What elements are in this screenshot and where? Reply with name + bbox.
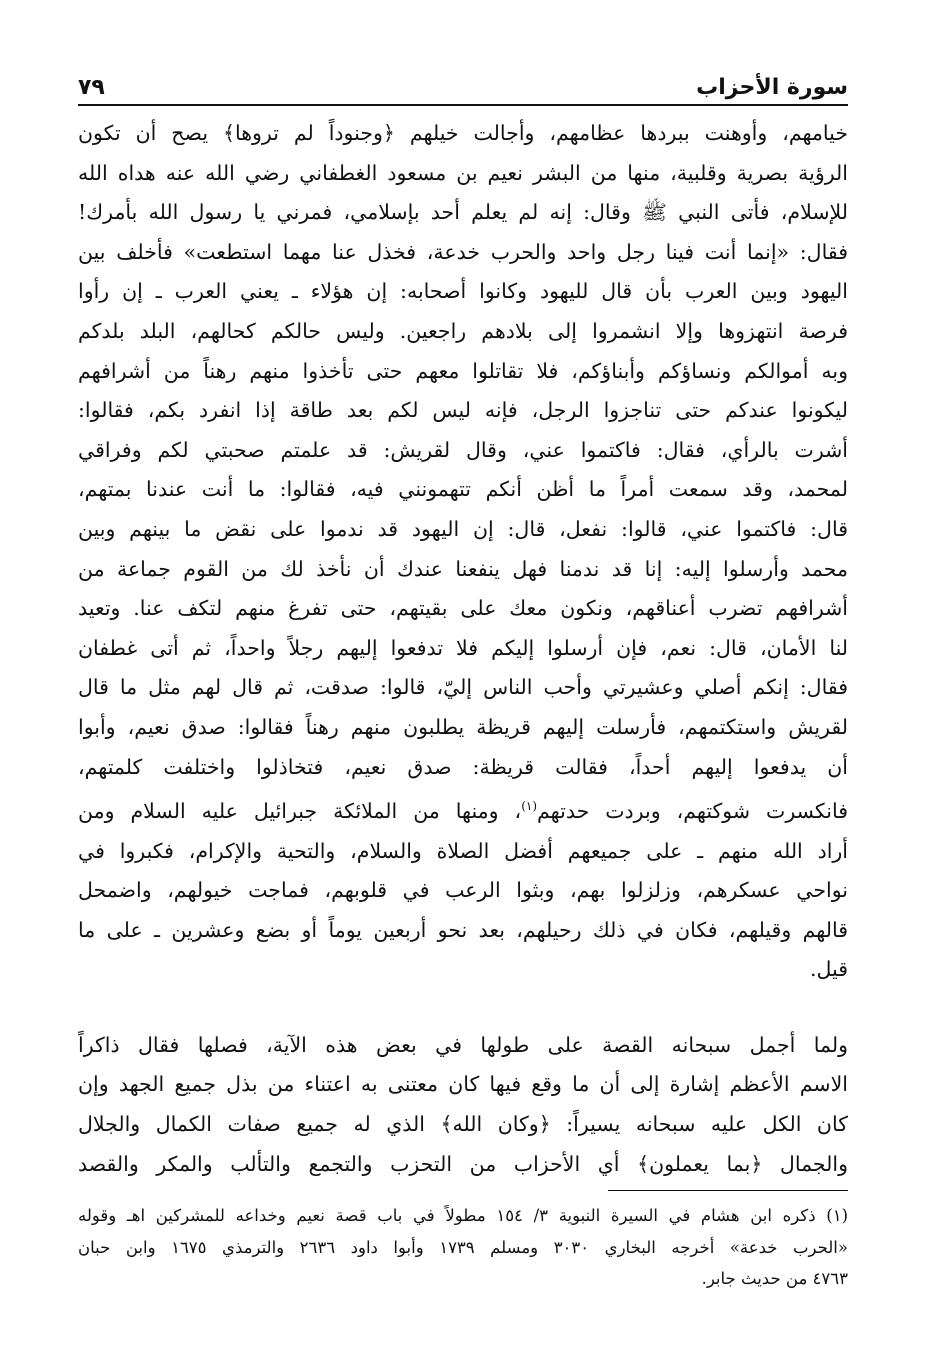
paragraph-2: [78, 1026, 848, 1184]
text-line: كان الكل عليه سبحانه يسيراً: ﴿وكان الله﴾ الذي له جميع صفات الكمال والجلال: [78, 1112, 848, 1137]
text-line: نواحي عسكرهم، وزلزلوا بهم، وبثوا الرعب في قلوبهم، فماجت خيولهم، واضمحل: [78, 878, 848, 903]
text-line: فقال: «إنما أنت فينا رجل واحد والحرب خدعة، فخذل عنا مهما استطعت» فأخلف بين: [78, 239, 848, 264]
footnote-line: ٤٧٦٣ من حديث جابر.: [701, 1269, 848, 1288]
text-line: فرصة انتهزوها وإلا انشمروا إلى بلادهم راجعين. وليس حالكم كحالهم، البلد بلدكم: [78, 318, 848, 343]
text-line: ولما أجمل سبحانه القصة على طولها في بعض هذه الآية، فصلها فقال ذاكراً: [78, 1032, 848, 1057]
text-line: الاسم الأعظم إشارة إلى أن ما وقع فيها كان معتنى به اعتناء من بذل جميع الجهد وإن: [78, 1072, 848, 1097]
text-line: فقال: إنكم أصلي وعشيرتي وأحب الناس إليّ، قالوا: صدقت، ثم قال لهم مثل ما قال: [78, 675, 848, 700]
text-line-with-footnote: [78, 787, 848, 831]
main-text: [78, 114, 848, 1184]
footnote: [78, 1200, 848, 1295]
text-line: قالهم وقيلهم، فكان في ذلك رحيلهم، بعد نحو أربعين يوماً أو بضع وعشرين ـ على ما: [78, 917, 848, 942]
line-head: فانكسرت شوكتهم، وبردت حدتهم: [537, 798, 849, 823]
line-tail: ، ومنها من الملائكة جبرائيل عليه السلام ومن: [78, 798, 522, 823]
text-line: محمد وأرسلوا إليه: إنا قد ندمنا فهل ينفعنا عندك أن نأخذ لك من القوم جماعة من: [78, 556, 848, 581]
footnote-line: «الحرب خدعة» أخرجه البخاري ٣٠٣٠ ومسلم ١٧٣٩ وأبوا داود ٢٦٣٦ والترمذي ١٦٧٥ وابن حبان: [78, 1237, 848, 1257]
text-line: لنا الأمان، قال: نعم، فإن أرسلوا إليكم فلا تدفعوا إليهم رجلاً واحداً، ثم أتى غطفان: [78, 635, 848, 660]
paragraph-gap: [78, 990, 848, 1026]
text-line: للإسلام، فأتى النبي ﷺ وقال: إنه لم يعلم أحد بإسلامي، فمرني يا رسول الله بأمرك!: [78, 200, 848, 225]
footnote-marker[interactable]: (١): [521, 799, 538, 814]
text-line: خيامهم، وأوهنت ببردها عظامهم، وأجالت خيلهم ﴿وجنوداً لم تروها﴾ يصح أن تكون: [78, 121, 848, 145]
text-line: ليكونوا عندكم حتى تناجزوا الرجل، فإنه ليس لكم بعد طاقة إذا انفرد بكم، فقالوا:: [78, 398, 848, 423]
text-line: أراد الله منهم ـ على جميعهم أفضل الصلاة والسلام، والتحية والإكرام، فكبروا في: [78, 838, 848, 863]
text-line: لقريش واستكتمهم، فأرسلت إليهم قريظة يطلبون منهم رهناً فقالوا: صدق نعيم، وأبوا: [78, 714, 848, 739]
text-line: أشرافهم تضرب أعناقهم، ونكون معك على بقيتهم، حتى تفرغ منهم لتكف عنا. وتعيد: [78, 596, 848, 621]
surah-title: سورة الأحزاب: [696, 75, 848, 100]
text-line: الرؤية بصرية وقلبية، منها من البشر نعيم بن مسعود الغطفاني رضي الله عنه هداه الله: [78, 160, 848, 185]
text-line: وبه أموالكم ونساؤكم وأبناؤكم، فلا تقاتلوا معهم حتى تأخذوا منهم رهناً من أشرافهم: [78, 358, 848, 383]
text-line: قال: فاكتموا عني، قالوا: نفعل، قال: إن اليهود قد ندموا على نقض ما بينهم وبين: [78, 516, 848, 541]
page-number: ٧٩: [78, 75, 105, 100]
text-line: قيل.: [809, 957, 848, 982]
text-line: والجمال ﴿بما يعملون﴾ أي الأحزاب من التحزب والتجمع والتألب والمكر والقصد: [78, 1151, 848, 1176]
header-rule: [78, 104, 848, 106]
paragraph-1: [78, 114, 848, 990]
text-line: لمحمد، وقد سمعت أمراً ما أظن أنكم تتهمونني فيه، فقالوا: ما أنت عندنا بمتهم،: [78, 477, 848, 502]
footnote-rule: [608, 1190, 848, 1191]
page-header: [78, 60, 848, 100]
footnote-line: (١) ذكره ابن هشام في السيرة النبوية ٣/ ١٥٤ مطولاً في باب قصة نعيم وخداعه للمشركين اهـ وقوله: [78, 1206, 848, 1225]
text-line: اليهود وبين العرب بأن قال لليهود وكانوا أصحابه: إن هؤلاء ـ يعني العرب ـ إن رأوا: [78, 279, 848, 304]
text-line: أن يدفعوا إليهم أحداً، فقالت قريظة: صدق نعيم، فتخاذلوا واختلفت كلمتهم،: [78, 754, 848, 779]
text-line: أشرت بالرأي، فقال: فاكتموا عني، وقال لقريش: قد علمتم صحبتي لكم وفراقي: [78, 437, 848, 462]
